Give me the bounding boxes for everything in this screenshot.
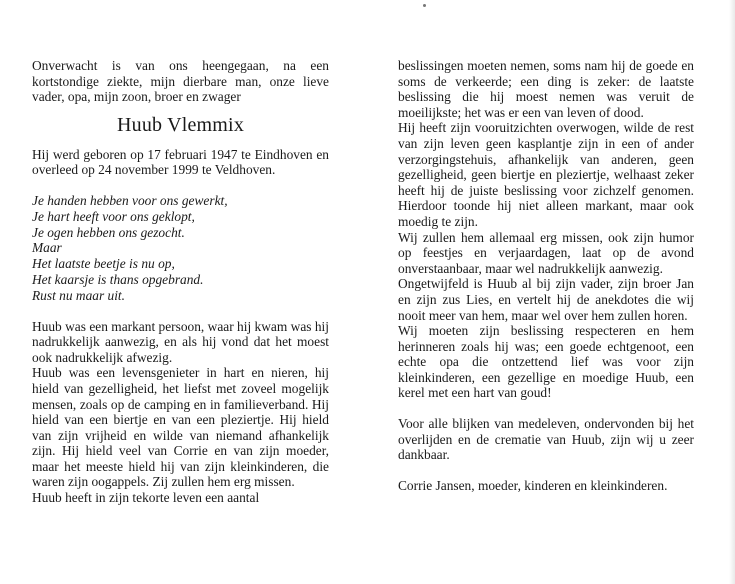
page-edge-shadow (729, 0, 735, 584)
poem (32, 193, 329, 304)
print-dot (423, 4, 426, 7)
paragraph-beslissingen: beslissingen moeten nemen, soms nam hij de goede en soms de verkeerde; een ding is zeker: de laatste beslissing die hij moest nemen was veruit de moeilijkste; het was er een van leven of dood. (398, 58, 694, 120)
paragraph-continued: Huub heeft in zijn tekorte leven een aantal (32, 490, 260, 506)
poem-line: Je ogen hebben ons gezocht. (32, 224, 185, 240)
paragraph-persona: Huub was een markant persoon, waar hij kwam was hij nadrukkelijk aanwezig, en als hij vond dat het moest ook nadrukkelijk afwezig. (32, 318, 329, 365)
paragraph-herinneren: Wij moeten zijn beslissing respecteren en hem herinneren zoals hij was; een goede echtgenoot, een echte opa die ontzettend lief was voor zijn kleinkinderen, een gezellige en moedige Huub, een kerel met een hart van goud! (398, 323, 694, 401)
thanks-text: Voor alle blijken van medeleven, ondervonden bij het overlijden en de crematie van Huub, zijn wij u zeer dankbaar. (398, 416, 694, 463)
poem-line: Maar (32, 240, 62, 256)
poem-line: Het laatste beetje is nu op, (32, 256, 175, 272)
birth-death-text: Hij werd geboren op 17 februari 1947 te Eindhoven en overleed op 24 november 1999 te Veldhoven. (32, 146, 329, 178)
left-column (32, 58, 329, 506)
signature-text: Corrie Jansen, moeder, kinderen en kleinkinderen. (398, 477, 668, 493)
poem-line: Rust nu maar uit. (32, 287, 125, 303)
right-column (398, 58, 694, 493)
paragraph-missen: Wij zullen hem allemaal erg missen, ook zijn humor op feestjes en verjaardagen, laat op de avond onverstaanbaar, maar wel nadrukkelijk aanwezig. (398, 229, 694, 276)
paragraph-vooruitzichten: Hij heeft zijn vooruitzichten overwogen, wilde de rest van zijn leven geen kasplantje zijn in een of ander verzorgingstehuis, afhankelijk van anderen, geen gezelligheid, geen biertje en pleziertje, welhaast zeker heeft hij de juiste beslissing voor zichzelf genomen. Hierdoor toonde hij niet alleen markant, maar ook moedig te zijn. (398, 120, 694, 229)
poem-line: Het kaarsje is thans opgebrand. (32, 271, 204, 287)
poem-line: Je hart heeft voor ons geklopt, (32, 208, 195, 224)
paragraph-levensgenieter: Huub was een levensgenieter in hart en nieren, hij hield van gezelligheid, het liefst met zoveel mogelijk mensen, zoals op de camping en in familieverband. Hij hield van een biertje en van een pleziertje. Hij hield van zijn vrijheid en wilde van niemand afhankelijk zijn. Hij hield veel van Corrie en van zijn moeder, maar het meeste hield hij van zijn kleinkinderen, die waren zijn oogappels. Zij zullen hem erg missen. (32, 365, 329, 490)
intro-text: Onverwacht is van ons heengegaan, na een kortstondige ziekte, mijn dierbare man, onze lieve vader, opa, mijn zoon, broer en zwager (32, 58, 329, 105)
deceased-name: Huub Vlemmix (116, 113, 245, 136)
paragraph-ongetwijfeld: Ongetwijfeld is Huub al bij zijn vader, zijn broer Jan en zijn zus Lies, en vertelt hij de anekdotes die wij nooit meer van hem, maar wel over hem zullen horen. (398, 276, 694, 323)
poem-line: Je handen hebben voor ons gewerkt, (32, 192, 228, 208)
